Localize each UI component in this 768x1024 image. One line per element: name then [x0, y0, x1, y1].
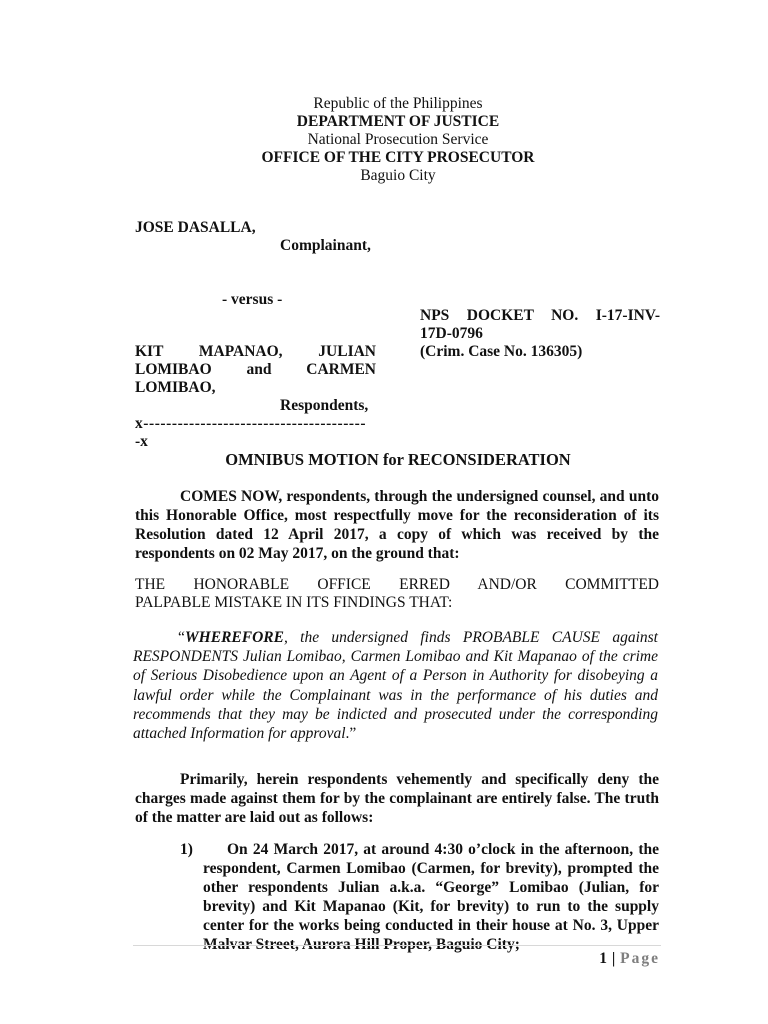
- item-1-number: 1): [180, 841, 193, 858]
- quoted-resolution: [133, 628, 658, 743]
- header-city: Baguio City: [360, 167, 436, 184]
- intro-paragraph: [135, 487, 659, 563]
- respondents-role: Respondents,: [280, 397, 369, 414]
- criminal-case-number: (Crim. Case No. 136305): [420, 343, 583, 360]
- respondents-names-line2: LOMIBAO and CARMEN: [135, 361, 376, 378]
- respondents-names-line3: LOMIBAO,: [135, 379, 216, 396]
- header-republic: Republic of the Philippines: [313, 95, 483, 112]
- caption-separator-line1: x---------------------------------------: [135, 415, 367, 432]
- page-label: Page: [620, 950, 660, 967]
- quote-open-mark: “: [178, 629, 185, 646]
- motion-title: OMNIBUS MOTION for RECONSIDERATION: [225, 450, 571, 469]
- caption-separator-line2: -x: [135, 433, 148, 450]
- ground-line2: PALPABLE MISTAKE IN ITS FINDINGS THAT:: [135, 594, 453, 611]
- ground-line1: THE HONORABLE OFFICE ERRED AND/OR COMMITTED: [135, 576, 659, 593]
- quote-close-mark: .”: [345, 725, 357, 743]
- page-footer: [599, 950, 660, 968]
- page-number: 1: [599, 950, 608, 967]
- quote-wherefore: WHEREFORE: [184, 629, 284, 646]
- complainant-name: JOSE DASALLA,: [135, 219, 256, 236]
- complainant-role: Complainant,: [280, 237, 371, 254]
- respondents-names-line1: KIT MAPANAO, JULIAN: [135, 343, 376, 360]
- docket-number-line1: NPS DOCKET NO. I-17-INV-: [420, 307, 660, 324]
- footer-divider: [133, 945, 661, 946]
- header-nps: National Prosecution Service: [307, 131, 489, 148]
- header-department: DEPARTMENT OF JUSTICE: [296, 113, 500, 130]
- quote-text: , the undersigned finds PROBABLE CAUSE against RESPONDENTS Julian Lomibao, Carmen Lomibao and Kit Mapanao of the crime of Serious Disobedience upon an Agent of a Person in Authority for disobeying a lawful order while the Complainant was in the performance of his duties and recommends that they may be indicted and prosecuted under the corresponding attached Information for approval: [133, 629, 658, 743]
- docket-number-line2: 17D-0796: [420, 325, 483, 342]
- item-1-text: On 24 March 2017, at around 4:30 o’clock in the afternoon, the respondent, Carmen Lomibao (Carmen, for brevity), prompted the other respondents Julian a.k.a. “George” Lomibao (Julian, for brevity) and Kit Mapanao (Kit, for brevity) to run to the supply center for the works being conducted in their house at No. 3, Upper Malvar Street, Aurora Hill Proper, Baguio City;: [203, 841, 659, 953]
- intro-lead: COMES NOW: [180, 488, 279, 505]
- header-office: OFFICE OF THE CITY PROSECUTOR: [261, 149, 535, 166]
- intro-text: , respondents, through the undersigned counsel, and unto this Honorable Office, most respectfully move for the reconsideration of its Resolution dated 12 April 2017, a copy of which was received by the respondents on 02 May 2017, on the ground that:: [135, 488, 659, 562]
- primarily-paragraph: Primarily, herein respondents vehemently and specifically deny the charges made against them for by the complainant are entirely false. The truth of the matter are laid out as follows:: [135, 771, 659, 826]
- versus-label: - versus -: [222, 291, 283, 308]
- page-separator: |: [607, 950, 621, 967]
